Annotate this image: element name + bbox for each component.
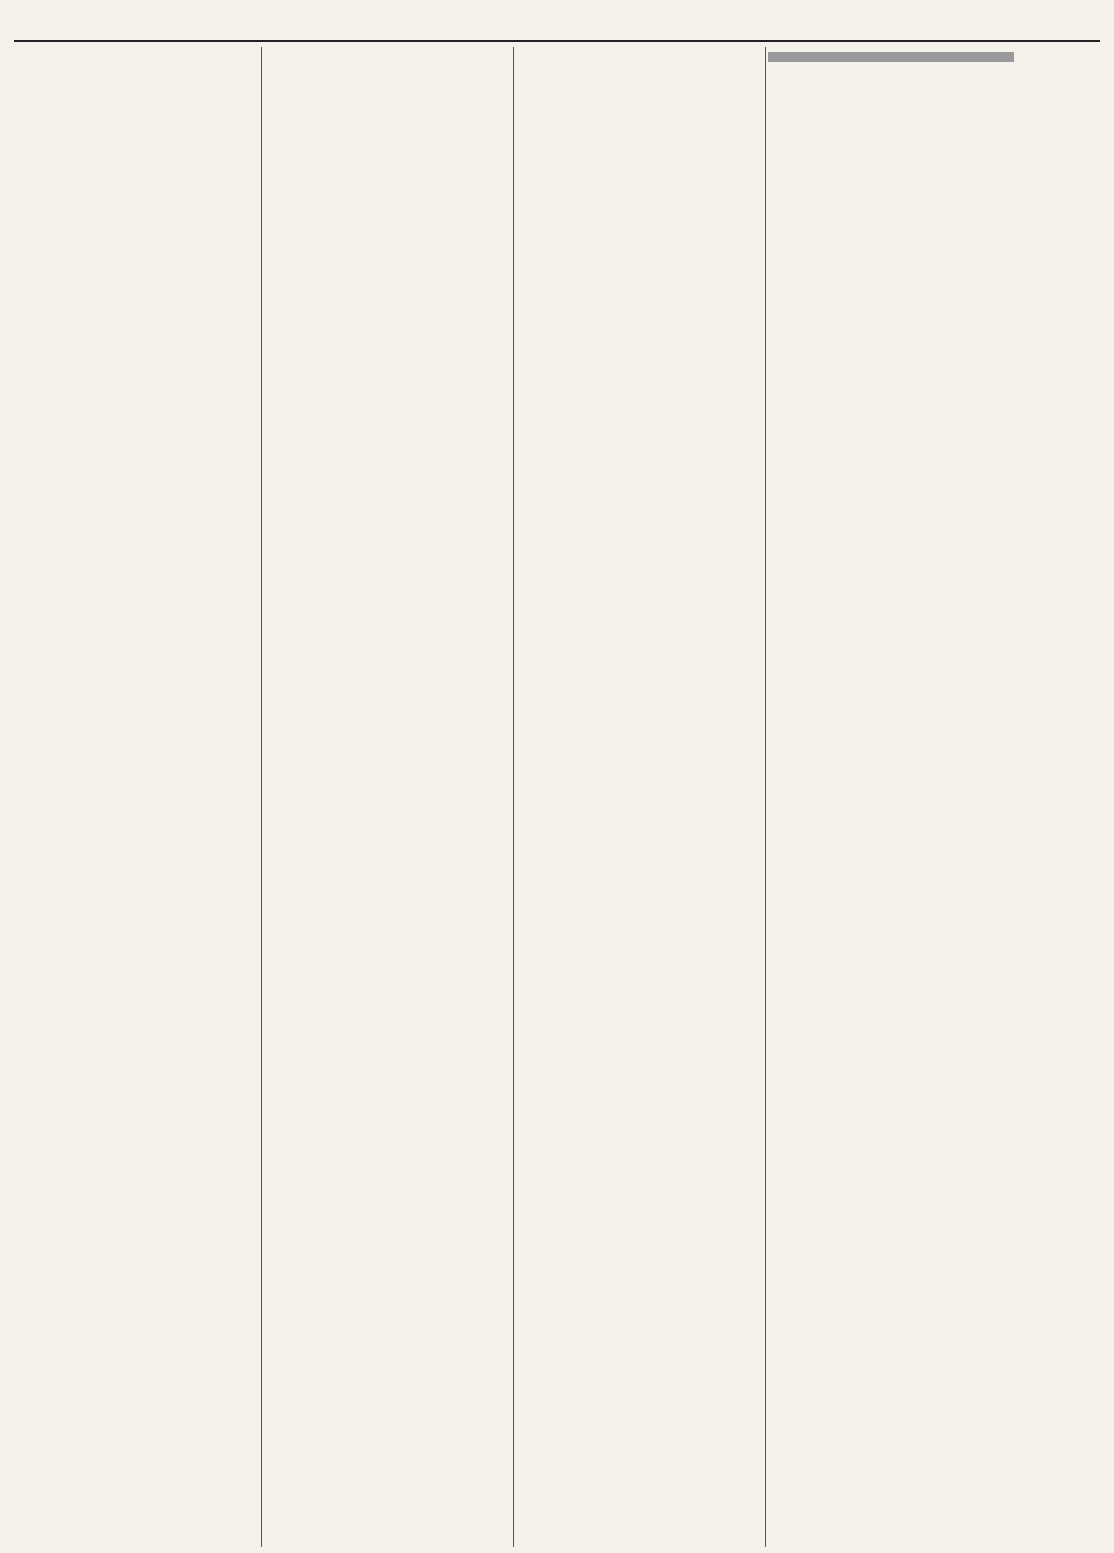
masthead-rule (14, 40, 1100, 42)
column-4 (768, 47, 1014, 1547)
column-2 (264, 47, 510, 1547)
masthead (0, 0, 1114, 46)
column-divider (765, 47, 766, 1547)
column-1 (14, 47, 174, 1547)
column-3 (516, 47, 762, 1547)
calendar-table (768, 52, 1014, 62)
column-divider (513, 47, 514, 1547)
column-divider (261, 47, 262, 1547)
table-row (768, 62, 1014, 63)
